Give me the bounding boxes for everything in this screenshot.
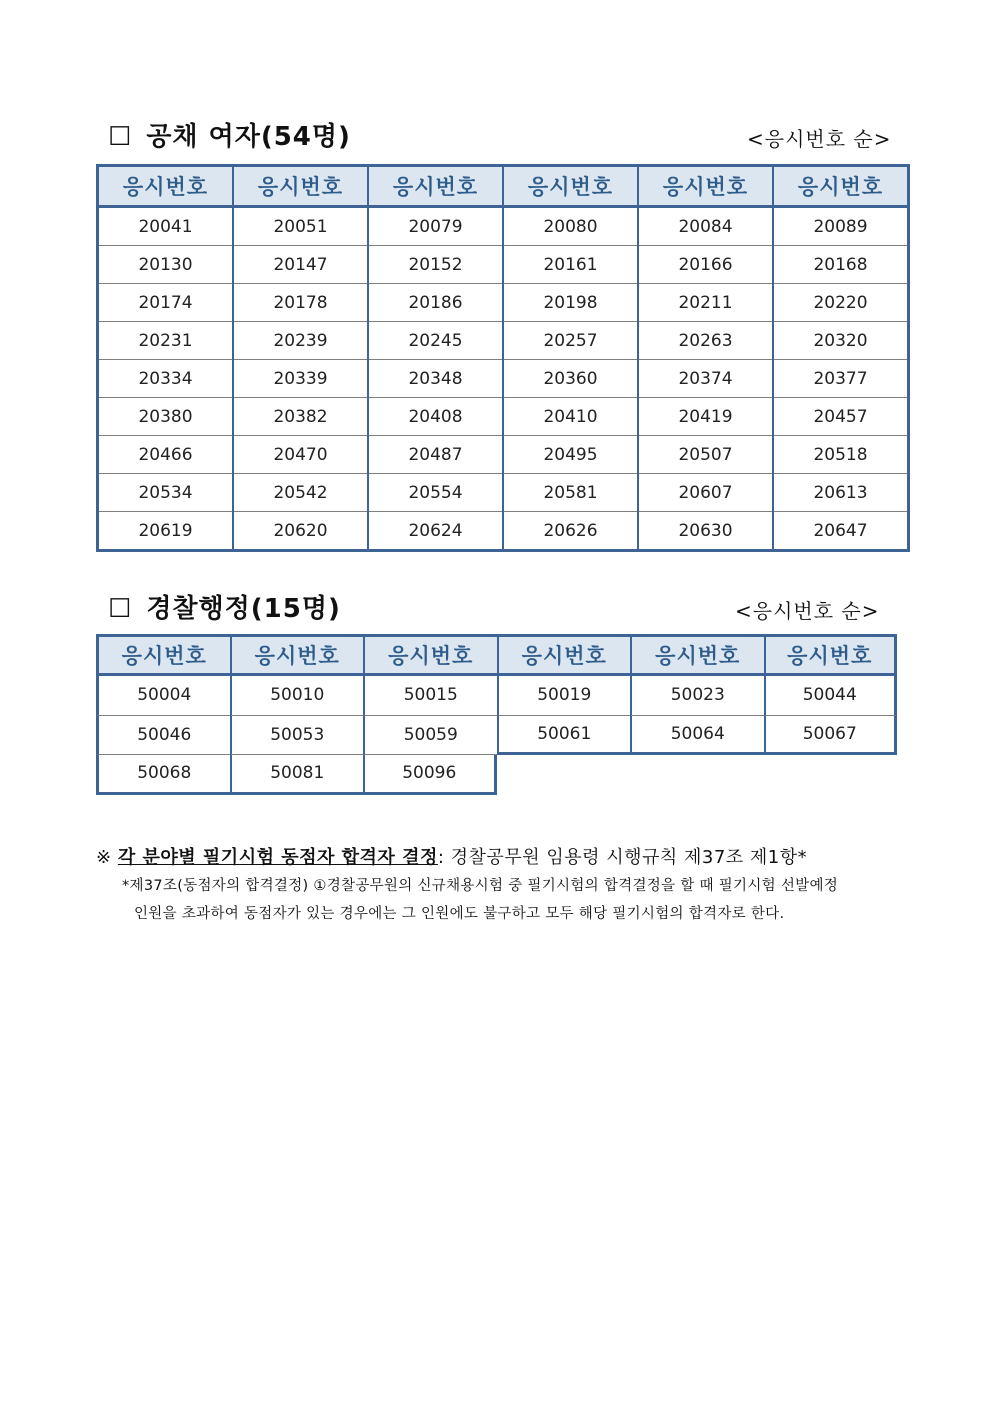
- table-cell: 20239: [233, 322, 368, 360]
- table-row: [98, 207, 909, 246]
- section1-table: [96, 164, 910, 552]
- table-cell: 20542: [233, 474, 368, 512]
- table-cell: 20607: [638, 474, 773, 512]
- table-cell: 20168: [773, 246, 909, 284]
- table-cell: 20466: [98, 436, 234, 474]
- table-cell: 20626: [503, 512, 638, 551]
- table-cell: 20534: [98, 474, 234, 512]
- column-header: 응시번호: [503, 166, 638, 207]
- table-cell: 20186: [368, 284, 503, 322]
- section2-title-text: 경찰행정(15명): [146, 594, 341, 624]
- table-cell: 50044: [764, 676, 898, 716]
- table-cell: 50067: [764, 716, 898, 756]
- table-cell: 50061: [497, 716, 631, 756]
- column-header: 응시번호: [233, 166, 368, 207]
- section2-title: [108, 588, 341, 625]
- table-cell: 20211: [638, 284, 773, 322]
- table-cell: 50046: [96, 716, 230, 756]
- table-cell: 20410: [503, 398, 638, 436]
- section2-table: [96, 634, 899, 796]
- table-cell: 20041: [98, 207, 234, 246]
- table-cell: 20470: [233, 436, 368, 474]
- table-cell: 20320: [773, 322, 909, 360]
- rule-text-line2: 인원을 초과하여 동점자가 있는 경우에는 그 인원에도 불구하고 모두 해당 필기시험의 합격자로 한다.: [134, 906, 785, 922]
- table-cell: 20198: [503, 284, 638, 322]
- section1-order-note: <응시번호 순>: [747, 127, 892, 151]
- table-cell: 20080: [503, 207, 638, 246]
- table-row: [98, 512, 909, 551]
- rule-text-line1: *제37조(동점자의 합격결정) ①경찰공무원의 신규채용시험 중 필기시험의 합격결정을 할 때 필기시험 선발예정: [122, 878, 839, 894]
- column-header: 응시번호: [363, 634, 497, 676]
- table-cell: 20620: [233, 512, 368, 551]
- column-header: 응시번호: [96, 634, 230, 676]
- table-cell: 20613: [773, 474, 909, 512]
- column-header: 응시번호: [497, 634, 631, 676]
- table-cell: 20084: [638, 207, 773, 246]
- table-row: [98, 474, 909, 512]
- column-header: 응시번호: [230, 634, 364, 676]
- table-cell: 20581: [503, 474, 638, 512]
- section1-title-text: 공채 여자(54명): [146, 122, 351, 152]
- notice-line: [96, 843, 807, 869]
- table-cell: 20334: [98, 360, 234, 398]
- table-cell: 20166: [638, 246, 773, 284]
- table-cell: 20348: [368, 360, 503, 398]
- column-header: 응시번호: [98, 166, 234, 207]
- table-cell: 20174: [98, 284, 234, 322]
- section2-order-note: <응시번호 순>: [735, 599, 880, 623]
- column-header: 응시번호: [764, 634, 898, 676]
- table-header-row: [98, 166, 909, 207]
- table-cell: 20130: [98, 246, 234, 284]
- table-cell: 20630: [638, 512, 773, 551]
- table-cell: 50010: [230, 676, 364, 716]
- table-row: [98, 436, 909, 474]
- table-cell: 20161: [503, 246, 638, 284]
- table-cell: 20147: [233, 246, 368, 284]
- table-cell: 50053: [230, 716, 364, 756]
- table-cell: 50023: [630, 676, 764, 716]
- column-header: 응시번호: [773, 166, 909, 207]
- column-header: 응시번호: [368, 166, 503, 207]
- checkbox-square-icon: ☐: [108, 594, 133, 624]
- table-cell: 20257: [503, 322, 638, 360]
- table-cell: 20245: [368, 322, 503, 360]
- table-cell: 20152: [368, 246, 503, 284]
- table-cell: 50019: [497, 676, 631, 716]
- table-cell: 20495: [503, 436, 638, 474]
- table-cell: 20419: [638, 398, 773, 436]
- table-cell: 20507: [638, 436, 773, 474]
- table-cell: 20518: [773, 436, 909, 474]
- table-cell: 50096: [363, 755, 497, 795]
- table-cell: 20360: [503, 360, 638, 398]
- reference-mark: ※: [96, 847, 112, 868]
- table-cell: 20619: [138, 520, 193, 541]
- table-cell: 20178: [233, 284, 368, 322]
- table-cell: 50015: [363, 676, 497, 716]
- table-cell: 20408: [368, 398, 503, 436]
- table-cell: 50081: [230, 755, 364, 795]
- checkbox-square-icon: ☐: [108, 122, 133, 152]
- table-cell: 50059: [363, 716, 497, 756]
- table-cell: 50064: [630, 716, 764, 756]
- table-cell: 20380: [98, 398, 234, 436]
- table-cell: 20624: [368, 512, 503, 551]
- table-cell: 20377: [773, 360, 909, 398]
- table-row: [98, 360, 909, 398]
- table-cell: 20554: [368, 474, 503, 512]
- section1-title: [108, 116, 351, 153]
- table-row: [98, 284, 909, 322]
- table-cell: 20220: [773, 284, 909, 322]
- table-cell: 50004: [96, 676, 230, 716]
- table-cell: 20231: [98, 322, 234, 360]
- table-cell: 20089: [773, 207, 909, 246]
- table-cell: 20051: [233, 207, 368, 246]
- table-row: [98, 398, 909, 436]
- table-cell: 20263: [638, 322, 773, 360]
- table-cell: 20382: [233, 398, 368, 436]
- column-header: 응시번호: [630, 634, 764, 676]
- table-cell: 50068: [96, 755, 230, 795]
- notice-rest: : 경찰공무원 임용령 시행규칙 제37조 제1항*: [437, 847, 808, 868]
- notice-lead: 각 분야별 필기시험 동점자 합격자 결정: [117, 847, 438, 868]
- table-cell: 20339: [233, 360, 368, 398]
- table-cell: 20647: [773, 512, 909, 551]
- table-cell: 20487: [368, 436, 503, 474]
- table-cell: 20457: [773, 398, 909, 436]
- table-row: [98, 322, 909, 360]
- table-cell: 20079: [368, 207, 503, 246]
- column-header: 응시번호: [638, 166, 773, 207]
- table-cell: 20374: [638, 360, 773, 398]
- table-row: [98, 246, 909, 284]
